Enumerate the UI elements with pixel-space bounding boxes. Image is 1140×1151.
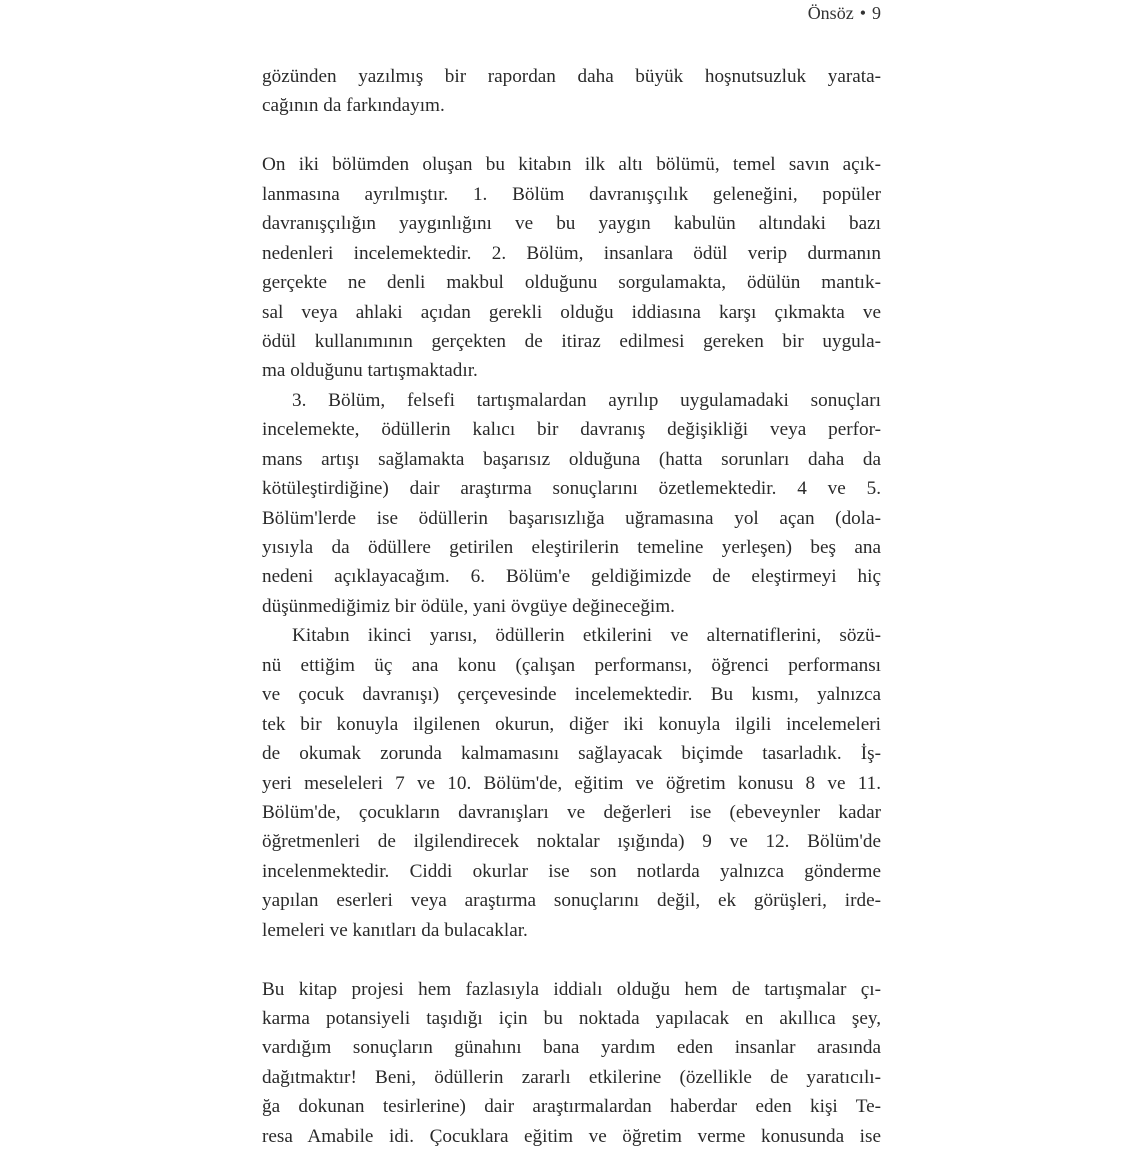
paragraph: [262, 386, 881, 622]
text-line: ödül kullanımının gerçekten de itiraz edilmesi gereken bir uygula-: [262, 330, 881, 352]
paragraph: [262, 62, 881, 121]
text-line: lanmasına ayrılmıştır. 1. Bölüm davranışçılık geleneğini, popüler: [262, 183, 881, 205]
text-line: davranışçılığın yaygınlığını ve bu yaygın kabulün altındaki bazı: [262, 213, 881, 235]
text-line: yapılan eserleri veya araştırma sonuçlarını değil, ek görüşleri, irde-: [262, 890, 881, 912]
text-line: kötüleştirdiğine) dair araştırma sonuçlarını özetlemektedir. 4 ve 5.: [262, 478, 881, 500]
text-line: Bu kitap projesi hem fazlasıyla iddialı olduğu hem de tartışmalar çı-: [262, 978, 881, 1000]
paragraph: [262, 975, 881, 1151]
page-number: 9: [872, 3, 881, 23]
paragraph: [262, 621, 881, 945]
text-line: incelenmektedir. Ciddi okurlar ise son notlarda yalnızca gönderme: [262, 860, 881, 882]
text-line: yısıyla da ödüllere getirilen eleştirilerin temeline yerleşen) beş ana: [262, 537, 881, 558]
running-header: [808, 0, 881, 26]
text-line: dağıtmaktır! Beni, ödüllerin zararlı etkilerine (özellikle de yaratıcılı-: [262, 1066, 881, 1088]
text-line: vardığım sonuçların günahını bana yardım eden insanlar arasında: [262, 1037, 881, 1059]
text-line: cağının da farkındayım.: [262, 95, 445, 117]
header-bullet-separator: •: [859, 3, 866, 23]
text-line: öğretmenleri de ilgilendirecek noktalar ışığında) 9 ve 12. Bölüm'de: [262, 831, 881, 853]
text-line: lemeleri ve kanıtları da bulacaklar.: [262, 919, 528, 941]
text-line: nü ettiğim üç ana konu (çalışan performansı, öğrenci performansı: [262, 654, 881, 676]
text-line: gözünden yazılmış bir rapordan daha büyük hoşnutsuzluk yarata-: [262, 66, 881, 87]
paragraph-gap: [262, 945, 881, 974]
text-line: 3. Bölüm, felsefi tartışmalardan ayrılıp uygulamadaki sonuçları: [292, 389, 881, 411]
text-line: On iki bölümden oluşan bu kitabın ilk altı bölümü, temel savın açık-: [262, 154, 881, 176]
paragraph-gap: [262, 121, 881, 150]
text-line: nedeni açıklayacağım. 6. Bölüm'e geldiğimizde de eleştirmeyi hiç: [262, 566, 881, 588]
text-line: yeri meseleleri 7 ve 10. Bölüm'de, eğitim ve öğretim konusu 8 ve 11.: [262, 772, 881, 794]
text-line: tek bir konuyla ilgilenen okurun, diğer iki konuyla ilgili incelemeleri: [262, 713, 881, 735]
body-text: [262, 62, 881, 1151]
text-line: sal veya ahlaki açıdan gerekli olduğu iddiasına karşı çıkmakta ve: [262, 301, 881, 323]
text-line: resa Amabile idi. Çocuklara eğitim ve öğretim verme konusunda ise: [262, 1125, 881, 1147]
text-line: nedenleri incelemektedir. 2. Bölüm, insanlara ödül verip durmanın: [262, 242, 881, 264]
text-line: Bölüm'lerde ise ödüllerin başarısızlığa uğramasına yol açan (dola-: [262, 507, 881, 529]
text-line: gerçekte ne denli makbul olduğunu sorgulamakta, ödülün mantık-: [262, 272, 881, 294]
text-line: ğa dokunan tesirlerine) dair araştırmalardan haberdar eden kişi Te-: [262, 1096, 881, 1118]
text-line: karma potansiyeli taşıdığı için bu noktada yapılacak en akıllıca şey,: [262, 1008, 881, 1029]
text-line: incelemekte, ödüllerin kalıcı bir davranış değişikliği veya perfor-: [262, 419, 881, 441]
text-line: düşünmediğimiz bir ödüle, yani övgüye değineceğim.: [262, 595, 675, 617]
paragraph: [262, 150, 881, 386]
text-line: ma olduğunu tartışmaktadır.: [262, 360, 478, 382]
text-line: Kitabın ikinci yarısı, ödüllerin etkilerini ve alternatiflerini, sözü-: [292, 625, 881, 647]
section-title: Önsöz: [807, 3, 854, 23]
text-line: Bölüm'de, çocukların davranışları ve değerleri ise (ebeveynler kadar: [262, 801, 881, 823]
text-line: ve çocuk davranışı) çerçevesinde incelemektedir. Bu kısmı, yalnızca: [262, 684, 881, 706]
text-line: mans artışı sağlamakta başarısız olduğuna (hatta sorunları daha da: [262, 448, 881, 470]
text-line: de okumak zorunda kalmamasını sağlayacak biçimde tasarladık. İş-: [262, 743, 881, 765]
